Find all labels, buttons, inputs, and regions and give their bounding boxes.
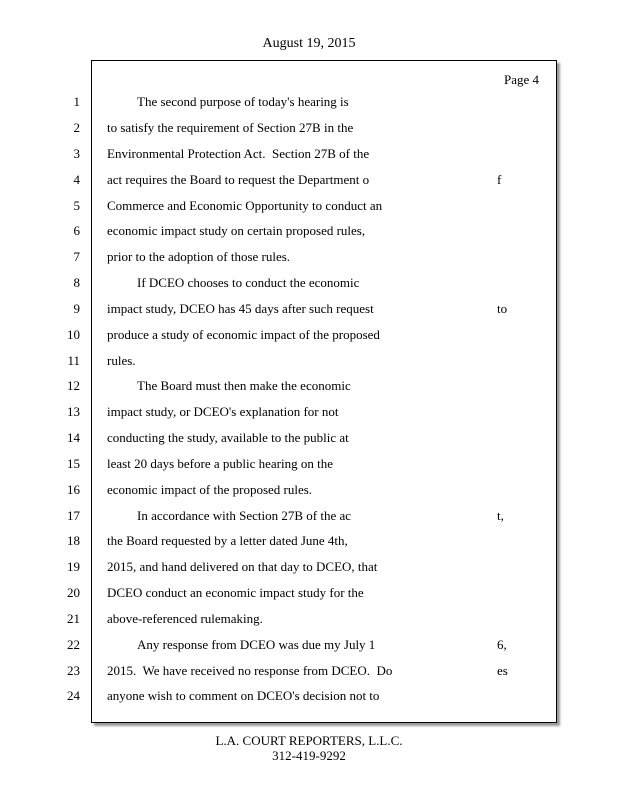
line-trailing-text: to xyxy=(497,301,508,316)
line-trailing-text: f xyxy=(497,172,502,187)
line-text: rules. xyxy=(107,353,136,368)
line-text: act requires the Board to request the Department o xyxy=(107,172,370,187)
line-number: 17 xyxy=(67,508,80,523)
line-trailing-text: es xyxy=(497,663,508,678)
line-text: The second purpose of today's hearing is xyxy=(137,94,349,109)
line-number: 15 xyxy=(67,456,80,471)
line-text: conducting the study, available to the public at xyxy=(107,430,349,445)
line-text: least 20 days before a public hearing on the xyxy=(107,456,333,471)
line-text: Any response from DCEO was due my July 1 xyxy=(137,637,376,652)
line-text: economic impact study on certain proposed rules, xyxy=(107,223,366,238)
footer-company: L.A. COURT REPORTERS, L.L.C. xyxy=(215,733,403,748)
line-text: In accordance with Section 27B of the ac xyxy=(137,508,352,523)
line-number: 3 xyxy=(73,146,80,161)
line-text: above-referenced rulemaking. xyxy=(107,611,263,626)
line-text: impact study, or DCEO's explanation for not xyxy=(107,404,339,419)
line-text: 2015. We have received no response from DCEO. Do xyxy=(107,663,393,678)
line-number: 2 xyxy=(73,120,80,135)
page-number: Page 4 xyxy=(504,72,540,87)
line-number: 16 xyxy=(67,482,80,497)
line-text: anyone wish to comment on DCEO's decision not to xyxy=(107,688,380,703)
line-text: DCEO conduct an economic impact study for the xyxy=(107,585,364,600)
line-number: 20 xyxy=(67,585,80,600)
line-number: 21 xyxy=(67,611,80,626)
line-number: 10 xyxy=(67,327,80,342)
line-number: 6 xyxy=(73,223,80,238)
line-trailing-text: t, xyxy=(497,508,504,523)
line-text: Commerce and Economic Opportunity to conduct an xyxy=(107,198,383,213)
line-text: to satisfy the requirement of Section 27B in the xyxy=(107,120,354,135)
line-text: impact study, DCEO has 45 days after such request xyxy=(107,301,374,316)
line-number: 1 xyxy=(73,94,80,109)
line-number: 8 xyxy=(73,275,80,290)
line-number: 13 xyxy=(67,404,80,419)
line-number: 14 xyxy=(67,430,80,445)
line-number: 12 xyxy=(67,378,80,393)
line-text: economic impact of the proposed rules. xyxy=(107,482,313,497)
line-number: 24 xyxy=(67,688,80,703)
line-number: 19 xyxy=(67,559,80,574)
line-number: 7 xyxy=(73,249,80,264)
page-date-header: August 19, 2015 xyxy=(262,36,356,51)
line-text: the Board requested by a letter dated June 4th, xyxy=(107,533,348,548)
line-text: produce a study of economic impact of the proposed xyxy=(107,327,380,342)
line-text: Environmental Protection Act. Section 27B of the xyxy=(107,146,370,161)
line-number: 4 xyxy=(73,172,80,187)
line-number: 5 xyxy=(73,198,80,213)
line-text: The Board must then make the economic xyxy=(137,378,351,393)
line-number: 11 xyxy=(67,353,80,368)
line-text: prior to the adoption of those rules. xyxy=(107,249,291,264)
footer-phone: 312-419-9292 xyxy=(272,748,346,763)
line-text: If DCEO chooses to conduct the economic xyxy=(137,275,360,290)
line-trailing-text: 6, xyxy=(497,637,507,652)
line-number: 18 xyxy=(67,533,80,548)
line-number: 9 xyxy=(73,301,80,316)
line-number: 22 xyxy=(67,637,80,652)
line-number: 23 xyxy=(67,663,80,678)
line-text: 2015, and hand delivered on that day to DCEO, that xyxy=(107,559,378,574)
